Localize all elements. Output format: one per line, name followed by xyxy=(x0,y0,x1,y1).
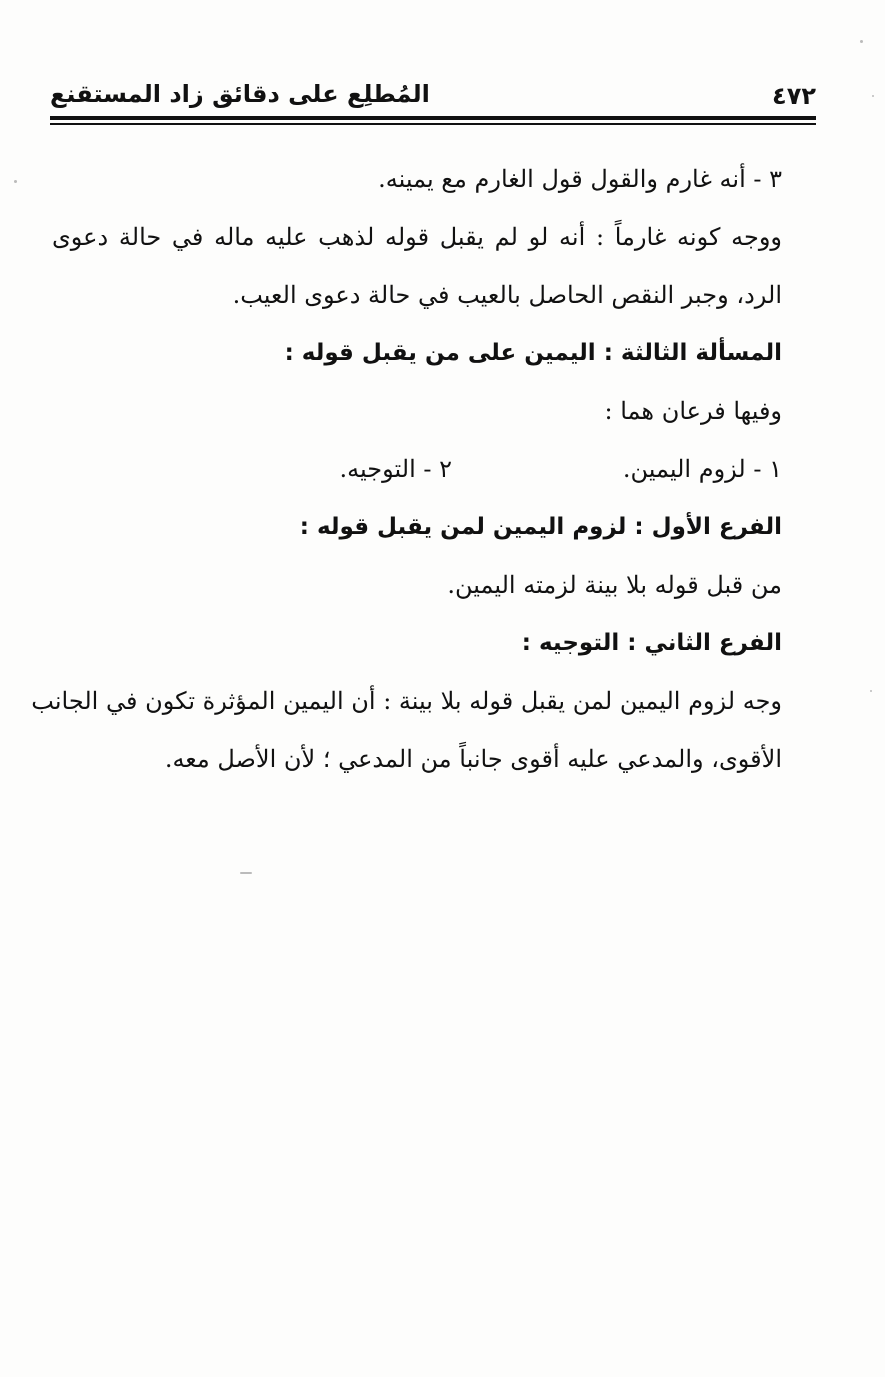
scan-speck xyxy=(860,40,863,43)
running-title: المُطلِع على دقائق زاد المستقنع xyxy=(50,80,430,108)
scan-speck xyxy=(872,95,874,97)
branch-list xyxy=(52,440,782,498)
branch-list-item: ١ - لزوم اليمين. xyxy=(622,455,782,483)
paragraph-line: وجه لزوم اليمين لمن يقبل قوله بلا بينة : أن اليمين المؤثرة تكون في الجانب xyxy=(31,687,782,715)
scan-speck xyxy=(14,180,17,183)
paragraph-line: وفيها فرعان هما : xyxy=(604,397,782,425)
subsection-heading: الفرع الثاني : التوجيه : xyxy=(521,630,782,656)
header-rule-thin xyxy=(50,123,816,125)
paragraph-line: ووجه كونه غارماً : أنه لو لم يقبل قوله لذهب عليه ماله في حالة دعوى xyxy=(52,223,782,251)
paragraph-line: الرد، وجبر النقص الحاصل بالعيب في حالة دعوى العيب. xyxy=(232,281,782,309)
paragraph-line: من قبل قوله بلا بينة لزمته اليمين. xyxy=(447,571,782,599)
page-header xyxy=(50,72,816,112)
scan-speck xyxy=(870,690,872,692)
subsection-heading: الفرع الأول : لزوم اليمين لمن يقبل قوله : xyxy=(299,514,782,540)
scan-speck xyxy=(240,872,252,874)
paragraph-line: ٣ - أنه غارم والقول قول الغارم مع يمينه. xyxy=(378,165,782,193)
paragraph-line: الأقوى، والمدعي عليه أقوى جانباً من المدعي ؛ لأن الأصل معه. xyxy=(164,745,782,773)
branch-list-item: ٢ - التوجيه. xyxy=(339,455,452,483)
page-number: ٤٧٢ xyxy=(772,82,816,110)
section-heading: المسألة الثالثة : اليمين على من يقبل قوله : xyxy=(284,340,782,366)
body-text xyxy=(31,150,782,788)
header-rule-thick xyxy=(50,116,816,120)
